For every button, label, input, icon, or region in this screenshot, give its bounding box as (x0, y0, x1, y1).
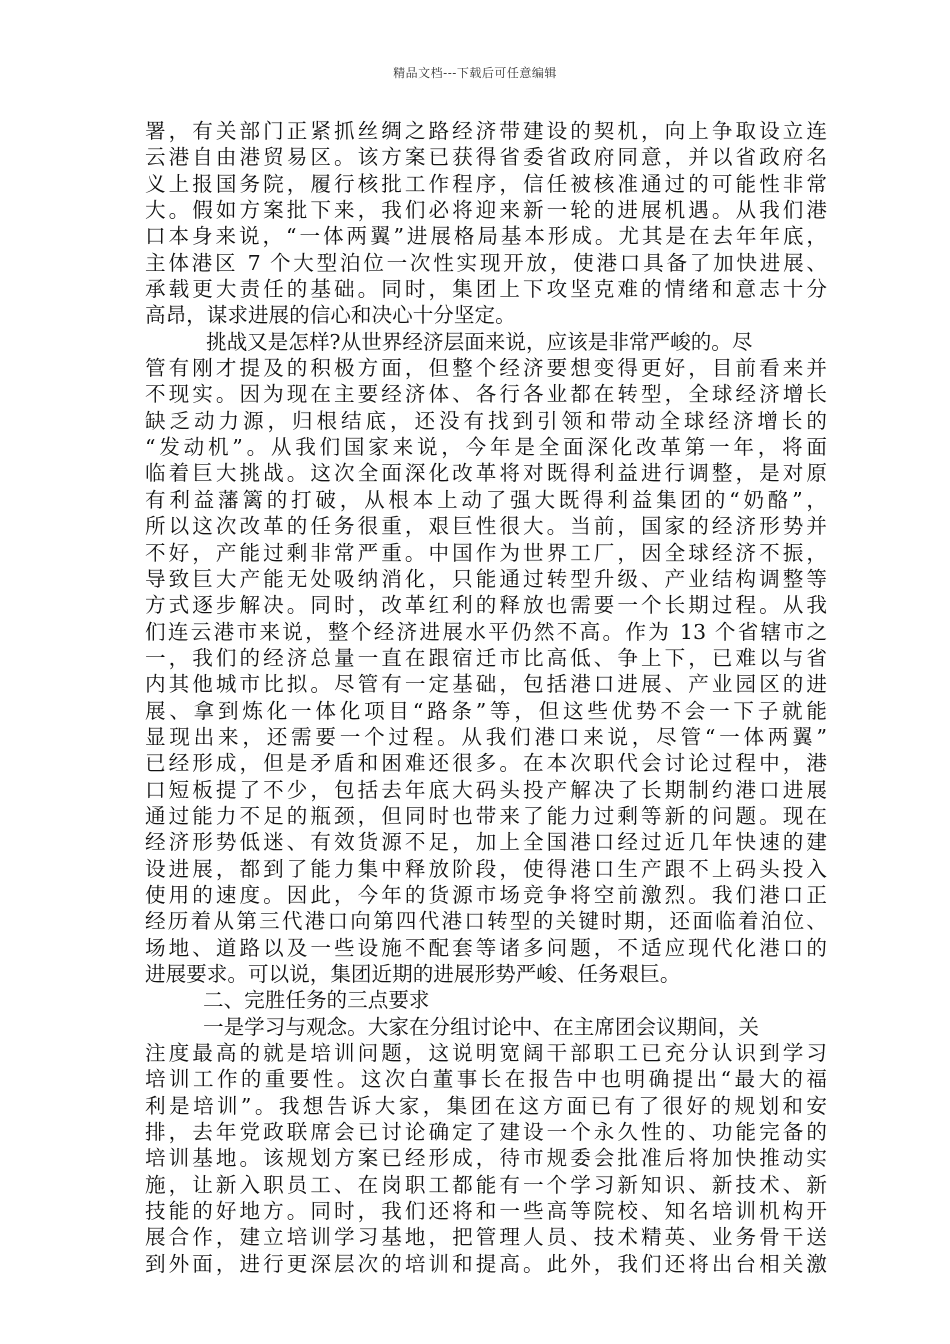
text-line: 所以这次改革的任务很重，艰巨性很大。当前，国家的经济形势并 (145, 514, 827, 539)
page-header: 精品文档---下载后可任意编辑 (393, 66, 557, 80)
text-line: 有利益藩篱的打破，从根本上动了强大既得利益集团的“奶酪”， (145, 487, 827, 512)
text-line: 导致巨大产能无处吸纳消化，只能通过转型升级、产业结构调整等 (145, 566, 827, 591)
text-line: 培训基地。该规划方案已经形成，待市规委会批准后将加快推动实 (145, 1146, 827, 1171)
text-line: 通过能力不足的瓶颈，但同时也带来了能力过剩等新的问题。现在 (145, 803, 827, 828)
text-line: 方式逐步解决。同时，改革红利的释放也需要一个长期过程。从我 (145, 593, 827, 618)
text-line: 使用的速度。因此，今年的货源市场竞争将空前激烈。我们港口正 (145, 882, 827, 907)
paragraph-first-line: 一是学习与观念。大家在分组讨论中、在主席团会议期间，关 (203, 1014, 760, 1039)
text-line: 注度最高的就是培训问题，这说明宽阔干部职工已充分认识到学习 (145, 1041, 827, 1066)
text-line: 显现出来，还需要一个过程。从我们港口来说，尽管“一体两翼” (145, 724, 827, 749)
text-line: 不现实。因为现在主要经济体、各行各业都在转型，全球经济增长 (145, 382, 827, 407)
text-line: 设进展，都到了能力集中释放阶段，使得港口生产跟不上码头投入 (145, 856, 827, 881)
text-line: 云港自由港贸易区。该方案已获得省委省政府同意，并以省政府名 (145, 145, 827, 170)
document-body (145, 118, 827, 1277)
text-line: 利是培训”。我想告诉大家，集团在这方面已有了很好的规划和安 (145, 1093, 827, 1118)
text-line: 到外面，进行更深层次的培训和提高。此外，我们还将出台相关激 (145, 1251, 827, 1276)
text-line: 署，有关部门正紧抓丝绸之路经济带建设的契机，向上争取设立连 (145, 119, 827, 143)
text-line: 口短板提了不少，包括去年底大码头投产解决了长期制约港口进展 (145, 777, 827, 802)
text-line: 排，去年党政联席会已讨论确定了建设一个永久性的、功能完备的 (145, 1120, 827, 1145)
text-line: 进展要求。可以说，集团近期的进展形势严峻、任务艰巨。 (145, 962, 681, 986)
text-line: 展合作，建立培训学习基地，把管理人员、技术精英、业务骨干送 (145, 1225, 827, 1250)
text-line: 大。假如方案批下来，我们必将迎来新一轮的进展机遇。从我们港 (145, 198, 827, 223)
text-line: 高昂，谋求进展的信心和决心十分坚定。 (145, 303, 516, 328)
text-line: 们连云港市来说，整个经济进展水平仍然不高。作为 13 个省辖市之 (145, 619, 827, 644)
text-line: 已经形成，但是矛盾和困难还很多。在本次职代会讨论过程中，港 (145, 751, 827, 776)
text-line: 义上报国务院，履行核批工作程序，信任被核准通过的可能性非常 (145, 171, 827, 196)
text-line: 内其他城市比拟。尽管有一定基础，包括港口进展、产业园区的进 (145, 672, 827, 697)
section-heading: 二、完胜任务的三点要求 (203, 988, 430, 1013)
text-line: “发动机”。从我们国家来说，今年是全面深化改革第一年，将面 (145, 435, 827, 460)
text-line: 不好，产能过剩非常严重。中国作为世界工厂，因全球经济不振， (145, 540, 827, 565)
text-line: 施，让新入职员工、在岗职工都能有一个学习新知识、新技术、新 (145, 1172, 827, 1197)
text-line: 承载更大责任的基础。同时，集团上下攻坚克难的情绪和意志十分 (145, 277, 827, 302)
text-line: 展、拿到炼化一体化项目“路条”等，但这些优势不会一下子就能 (145, 698, 827, 723)
text-line: 经历着从第三代港口向第四代港口转型的关键时期，还面临着泊位、 (145, 909, 827, 934)
paragraph-first-line: 挑战又是怎样?从世界经济层面来说，应该是非常严峻的。尽 (206, 329, 753, 354)
text-line: 场地、道路以及一些设施不配套等诸多问题，不适应现代化港口的 (145, 935, 827, 960)
text-line: 技能的好地方。同时，我们还将和一些高等院校、知名培训机构开 (145, 1199, 827, 1224)
text-line: 管有刚才提及的积极方面，但整个经济要想变得更好，目前看来并 (145, 356, 827, 381)
text-line: 一，我们的经济总量一直在跟宿迁市比高低、争上下，已难以与省 (145, 645, 827, 670)
text-line: 口本身来说，“一体两翼”进展格局基本形成。尤其是在去年年底， (145, 224, 827, 249)
text-line: 经济形势低迷、有效货源不足，加上全国港口经过近几年快速的建 (145, 830, 827, 855)
text-line: 主体港区 7 个大型泊位一次性实现开放，使港口具备了加快进展、 (145, 250, 827, 275)
text-line: 培训工作的重要性。这次白董事长在报告中也明确提出“最大的福 (145, 1067, 827, 1092)
text-line: 临着巨大挑战。这次全面深化改革将对既得利益进行调整，是对原 (145, 461, 827, 486)
text-line: 缺乏动力源，归根结底，还没有找到引领和带动全球经济增长的 (145, 408, 827, 433)
